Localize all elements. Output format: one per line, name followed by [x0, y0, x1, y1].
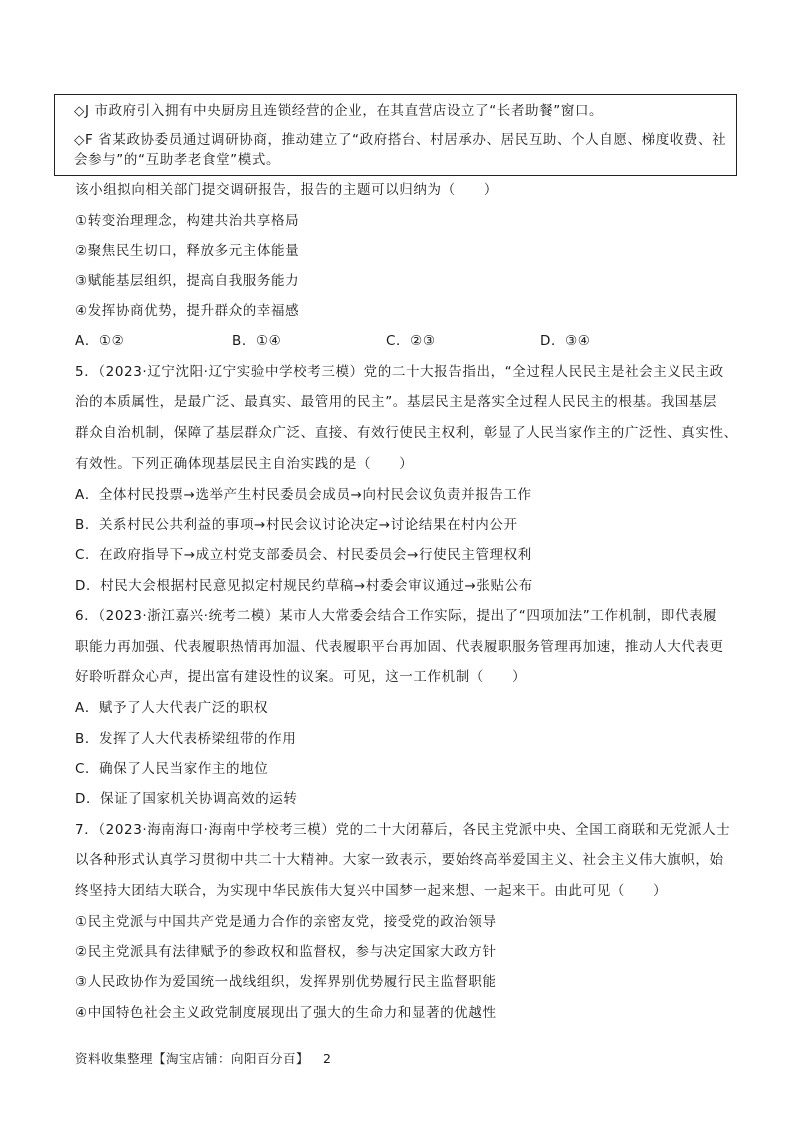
statement-item: ③人民政协作为爱国统一战线组织，发挥界别优势履行民主监督职能 [75, 974, 497, 990]
option-c[interactable]: C．②③ [386, 333, 436, 349]
option-d[interactable]: D．村民大会根据村民意见拟定村规民约草稿→村委会审议通过→张贴公布 [75, 578, 533, 594]
option-a[interactable]: A．①② [75, 333, 125, 349]
option-c[interactable]: C．确保了人民当家作主的地位 [75, 761, 269, 777]
option-c[interactable]: C．在政府指导下→成立村党支部委员会、村民委员会→行使民主管理权利 [75, 547, 532, 563]
statement-item: ③赋能基层组织，提高自我服务能力 [75, 273, 300, 289]
option-d[interactable]: D．保证了国家机关协调高效的运转 [75, 791, 298, 807]
statement-item: ①民主党派与中国共产党是通力合作的亲密友党，接受党的政治领导 [75, 914, 497, 930]
question-stem: 终坚持大团结大联合，为实现中华民族伟大复兴中国梦一起来想、一起来干。由此可见（ ） [75, 883, 668, 899]
question-stem: 群众自治机制，保障了基层群众广泛、直接、有效行使民主权利，彰显了人民当家作主的广泛性、真实性、 [75, 425, 738, 441]
footer-text: 资料收集整理【淘宝店铺：向阳百分百】 [75, 1051, 310, 1066]
material-line: ◇F 省某政协委员通过调研协商，推动建立了“政府搭台、村居承办、居民互助、个人自愿、梯度收费、社 [74, 132, 727, 148]
option-b[interactable]: B．发挥了人大代表桥梁纽带的作用 [75, 731, 297, 747]
page-number: 2 [323, 1051, 332, 1066]
question-stem: 职能力再加强、代表履职热情再加温、代表履职平台再加固、代表履职服务管理再加速，推动人大代表更 [75, 639, 724, 655]
question-stem: 6．（2023·浙江嘉兴·统考二模）某市人大常委会结合工作实际，提出了“四项加法”工作机制，即代表履 [75, 608, 718, 624]
material-line: ◇J 市政府引入拥有中央厨房且连锁经营的企业，在其直营店设立了“长者助餐”窗口。 [74, 103, 604, 119]
option-b[interactable]: B．关系村民公共利益的事项→村民会议讨论决定→讨论结果在村内公开 [75, 517, 518, 533]
question-stem: 7．（2023·海南海口·海南中学校考三模）党的二十大闭幕后，各民主党派中央、全国工商联和无党派人士 [75, 822, 731, 838]
question-stem: 5．（2023·辽宁沈阳·辽宁实验中学校考三模）党的二十大报告指出，“全过程人民民主是社会主义民主政 [75, 364, 724, 380]
statement-item: ④中国特色社会主义政党制度展现出了强大的生命力和显著的优越性 [75, 1005, 497, 1021]
statement-item: ①转变治理理念，构建共治共享格局 [75, 213, 300, 229]
question-stem: 有效性。下列正确体现基层民主自治实践的是（ ） [75, 456, 414, 472]
option-a[interactable]: A．全体村民投票→选举产生村民委员会成员→向村民会议负责并报告工作 [75, 487, 532, 503]
option-b[interactable]: B．①④ [232, 333, 282, 349]
question-stem: 好聆听群众心声，提出富有建设性的议案。可见，这一工作机制（ ） [75, 669, 527, 685]
statement-item: ②聚焦民生切口，释放多元主体能量 [75, 243, 300, 259]
page-footer [75, 1050, 331, 1068]
question-stem: 该小组拟向相关部门提交调研报告，报告的主题可以归纳为（ ） [75, 182, 498, 198]
option-d[interactable]: D．③④ [540, 333, 591, 349]
option-a[interactable]: A．赋予了人大代表广泛的职权 [75, 700, 269, 716]
statement-item: ②民主党派具有法律赋予的参政权和监督权，参与决定国家大政方针 [75, 944, 497, 960]
question-stem: 以各种形式认真学习贯彻中共二十大精神。大家一致表示，要始终高举爱国主义、社会主义伟大旗帜，始 [75, 852, 724, 868]
question-stem: 治的本质属性，是最广泛、最真实、最管用的民主”。基层民主是落实全过程人民民主的根基。我国基层 [75, 394, 718, 410]
material-line: 会参与”的“互助孝老食堂”模式。 [74, 152, 281, 168]
statement-item: ④发挥协商优势，提升群众的幸福感 [75, 303, 300, 319]
